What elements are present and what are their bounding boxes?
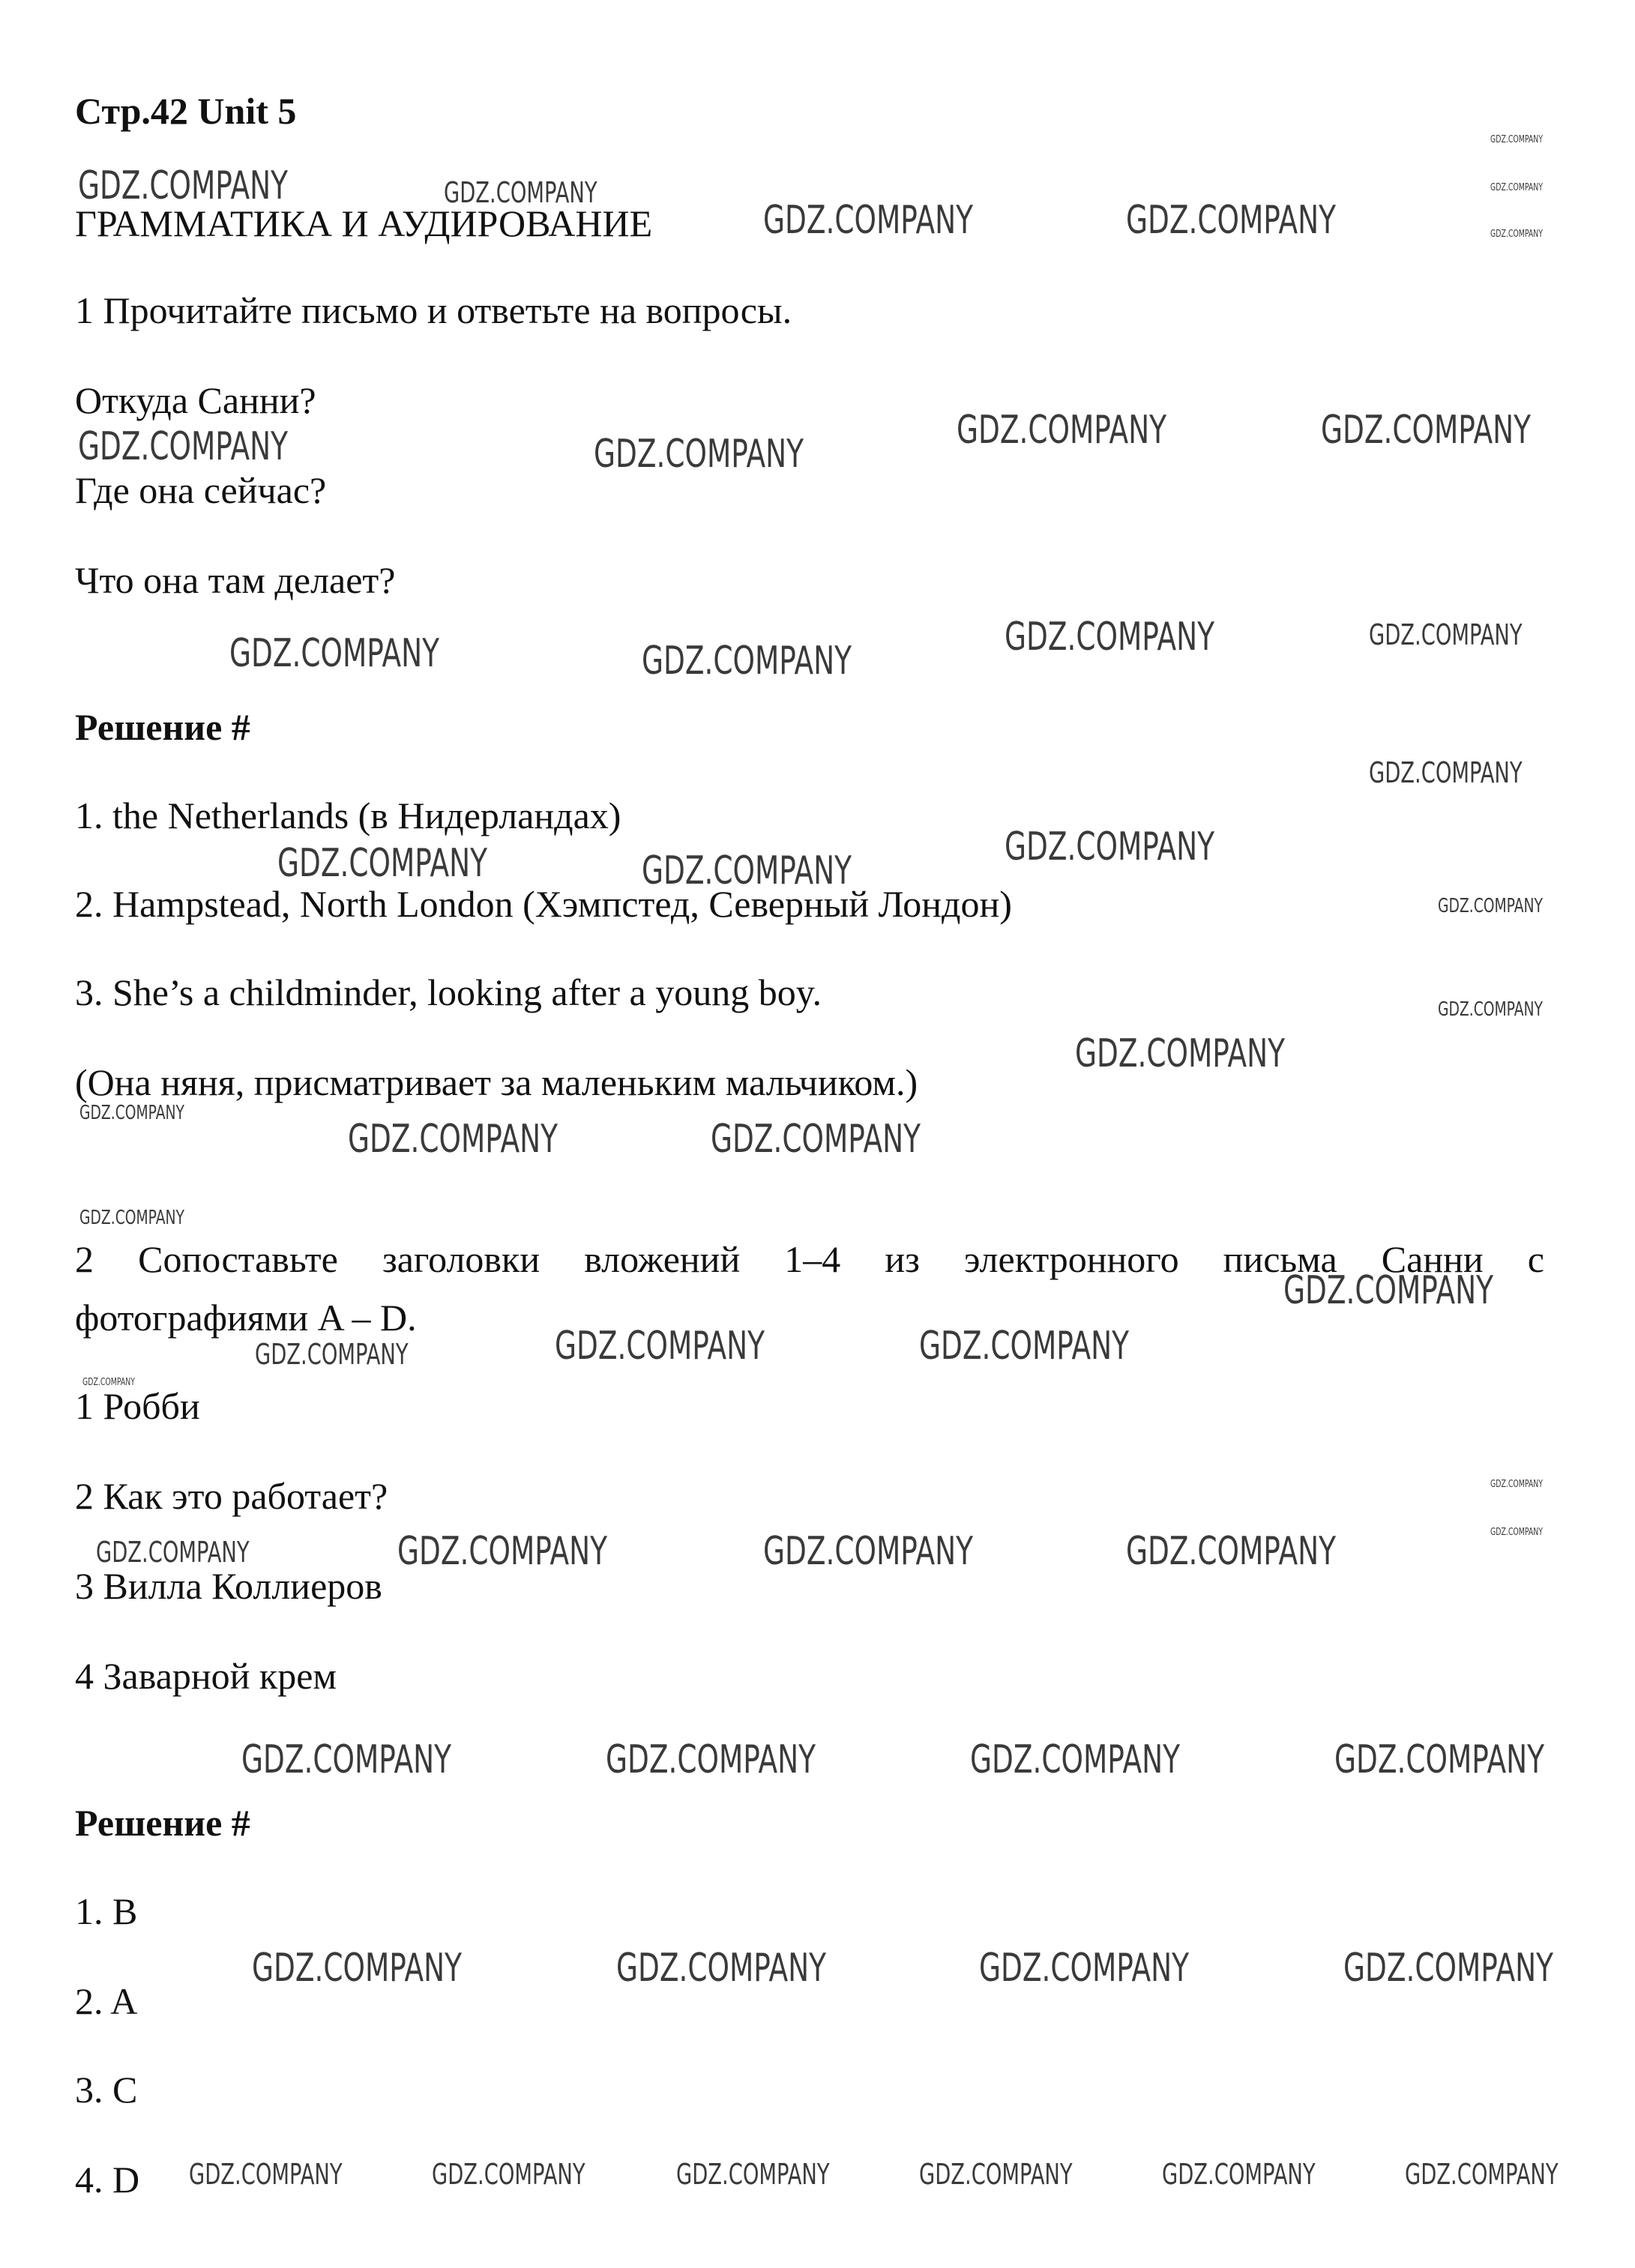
watermark: GDZ.COMPANY [432,2158,585,2191]
instruction-word: Сопоставьте [138,1238,338,1280]
solution-1-answer: 3. She’s a childminder, looking after a young boy. [75,971,822,1013]
exercise-1-instruction: 1 Прочитайте письмо и ответьте на вопросы. [75,289,792,331]
exercise-1-question: Откуда Санни? [75,379,316,421]
watermark: GDZ.COMPANY [277,841,487,886]
watermark: GDZ.COMPANY [979,1946,1189,1991]
watermark: GDZ.COMPANY [229,631,439,676]
watermark: GDZ.COMPANY [1490,1479,1543,1490]
instruction-word: с [1527,1238,1544,1280]
instruction-word: Санни [1381,1238,1484,1280]
instruction-word: письма [1223,1238,1337,1280]
solution-2-answer: 2. A [75,1980,138,2022]
watermark: GDZ.COMPANY [642,848,852,893]
watermark: GDZ.COMPANY [1283,1268,1493,1313]
page-title: Стр.42 Unit 5 [75,90,297,132]
watermark: GDZ.COMPANY [444,176,597,209]
watermark: GDZ.COMPANY [1334,1737,1544,1782]
watermark: GDZ.COMPANY [1005,615,1214,660]
exercise-1-question: Что она там делает? [75,559,396,601]
solution-2-answer: 1. B [75,1890,138,1932]
watermark: GDZ.COMPANY [1490,134,1543,145]
watermark: GDZ.COMPANY [606,1737,816,1782]
watermark: GDZ.COMPANY [1075,1031,1285,1076]
watermark: GDZ.COMPANY [711,1117,921,1162]
watermark: GDZ.COMPANY [78,163,288,208]
solution-1-label: Решение # [75,706,250,748]
watermark: GDZ.COMPANY [1126,1529,1336,1574]
solution-1-answer: 1. the Netherlands (в Нидерландах) [75,794,621,836]
watermark: GDZ.COMPANY [1490,182,1543,193]
exercise-1-question: Где она сейчас? [75,469,327,511]
solution-2-label: Решение # [75,1802,250,1844]
watermark: GDZ.COMPANY [241,1737,451,1782]
exercise-2-item: 4 Заварной крем [75,1655,337,1697]
watermark: GDZ.COMPANY [763,198,973,243]
watermark: GDZ.COMPANY [79,1207,184,1229]
exercise-2-item: 2 Как это работает? [75,1475,388,1517]
section-heading: ГРАММАТИКА И АУДИРОВАНИЕ [75,202,653,244]
watermark: GDZ.COMPANY [1490,229,1543,240]
watermark: GDZ.COMPANY [252,1946,462,1991]
watermark: GDZ.COMPANY [1369,618,1523,651]
watermark: GDZ.COMPANY [763,1529,973,1574]
watermark: GDZ.COMPANY [970,1737,1180,1782]
watermark: GDZ.COMPANY [78,424,288,469]
watermark: GDZ.COMPANY [616,1946,826,1991]
watermark: GDZ.COMPANY [642,639,852,684]
watermark: GDZ.COMPANY [676,2158,830,2191]
watermark: GDZ.COMPANY [594,432,804,477]
instruction-word: 2 [75,1238,94,1280]
watermark: GDZ.COMPANY [1438,895,1543,917]
instruction-word: электронного [964,1238,1179,1280]
watermark: GDZ.COMPANY [919,2158,1073,2191]
solution-2-answer: 4. D [75,2159,140,2201]
instruction-word: вложений [584,1238,741,1280]
watermark: GDZ.COMPANY [1405,2158,1559,2191]
exercise-2-item: 1 Робби [75,1385,200,1427]
watermark: GDZ.COMPANY [79,1102,184,1124]
exercise-2-instruction-line2: фотографиями A – D. [75,1297,417,1339]
instruction-word: из [885,1238,920,1280]
watermark: GDZ.COMPANY [555,1324,765,1369]
watermark: GDZ.COMPANY [1369,756,1523,789]
instruction-word: 1–4 [784,1238,841,1280]
watermark: GDZ.COMPANY [1126,198,1336,243]
watermark: GDZ.COMPANY [348,1117,558,1162]
watermark: GDZ.COMPANY [255,1338,409,1371]
watermark: GDZ.COMPANY [96,1536,250,1569]
watermark: GDZ.COMPANY [1438,998,1543,1021]
watermark: GDZ.COMPANY [957,408,1166,453]
exercise-2-item: 3 Вилла Коллиеров [75,1565,382,1607]
watermark: GDZ.COMPANY [397,1529,607,1574]
watermark: GDZ.COMPANY [1343,1946,1553,1991]
watermark: GDZ.COMPANY [189,2158,343,2191]
watermark: GDZ.COMPANY [1490,1527,1543,1538]
watermark: GDZ.COMPANY [1005,824,1214,869]
solution-2-answer: 3. C [75,2069,138,2111]
watermark: GDZ.COMPANY [1162,2158,1316,2191]
solution-1-answer: 2. Hampstead, North London (Хэмпстед, Северный Лондон) [75,883,1012,925]
watermark: GDZ.COMPANY [1321,408,1531,453]
solution-1-answer: (Она няня, присматривает за маленьким мальчиком.) [75,1061,918,1103]
watermark: GDZ.COMPANY [919,1324,1129,1369]
watermark: GDZ.COMPANY [82,1377,135,1388]
instruction-word: заголовки [382,1238,541,1280]
